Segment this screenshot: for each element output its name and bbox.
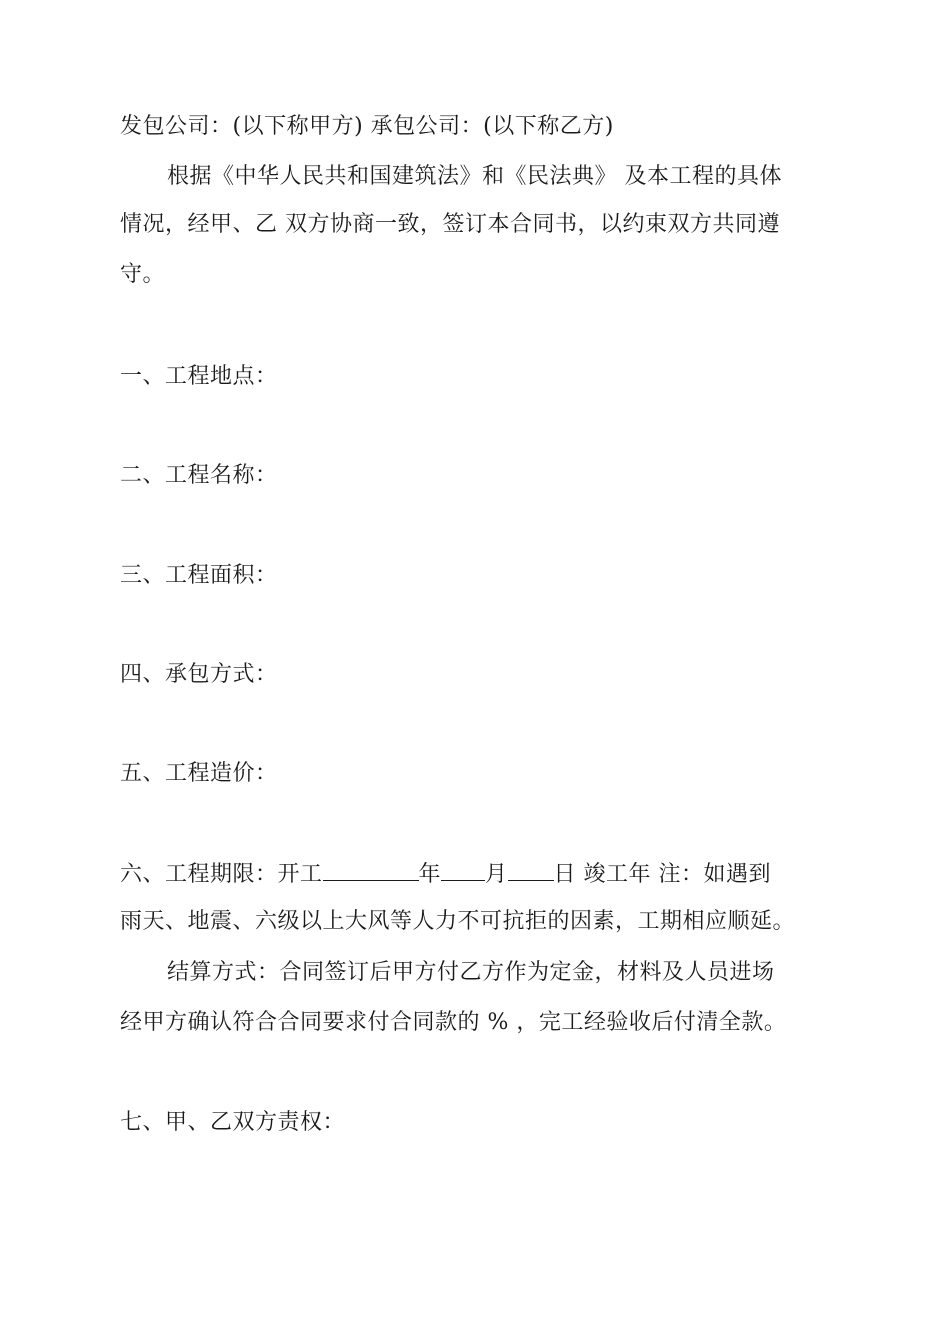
section-3-heading: 三、工程面积： (120, 563, 278, 588)
section-7-heading: 七、甲、乙双方责权： (120, 1110, 346, 1135)
start-month-blank (441, 858, 485, 881)
section-6-line-1 (120, 858, 771, 890)
year-label: 年 (418, 862, 442, 887)
section-1-heading: 一、工程地点： (120, 364, 278, 389)
section-6-prefix: 六、工程期限：开工 (120, 862, 323, 887)
settlement-line-2: 经甲方确认符合合同要求付合同款的 % ，完工经验收后付清全款。 (120, 1010, 787, 1035)
preamble-line-2: 情况，经甲、乙 双方协商一致，签订本合同书，以约束双方共同遵 (120, 212, 780, 237)
month-label: 月 (485, 862, 508, 887)
preamble-line-1: 根据《中华人民共和国建筑法》和《民法典》 及本工程的具体 (167, 164, 782, 189)
section-6-line-2: 雨天、地震、六级以上大风等人力不可抗拒的因素，工期相应顺延。 (120, 909, 796, 934)
parties-line: 发包公司：(以下称甲方) 承包公司：(以下称乙方) (120, 114, 614, 139)
section-4-heading: 四、承包方式： (120, 662, 278, 687)
day-and-note: 日 竣工年 注：如遇到 (553, 862, 772, 887)
section-5-heading: 五、工程造价： (120, 761, 278, 786)
settlement-line-1: 结算方式：合同签订后甲方付乙方作为定金，材料及人员进场 (167, 960, 775, 985)
section-2-heading: 二、工程名称： (120, 463, 278, 488)
preamble-line-3: 守。 (120, 262, 166, 287)
start-day-blank (508, 858, 554, 881)
start-year-blank (323, 858, 419, 881)
